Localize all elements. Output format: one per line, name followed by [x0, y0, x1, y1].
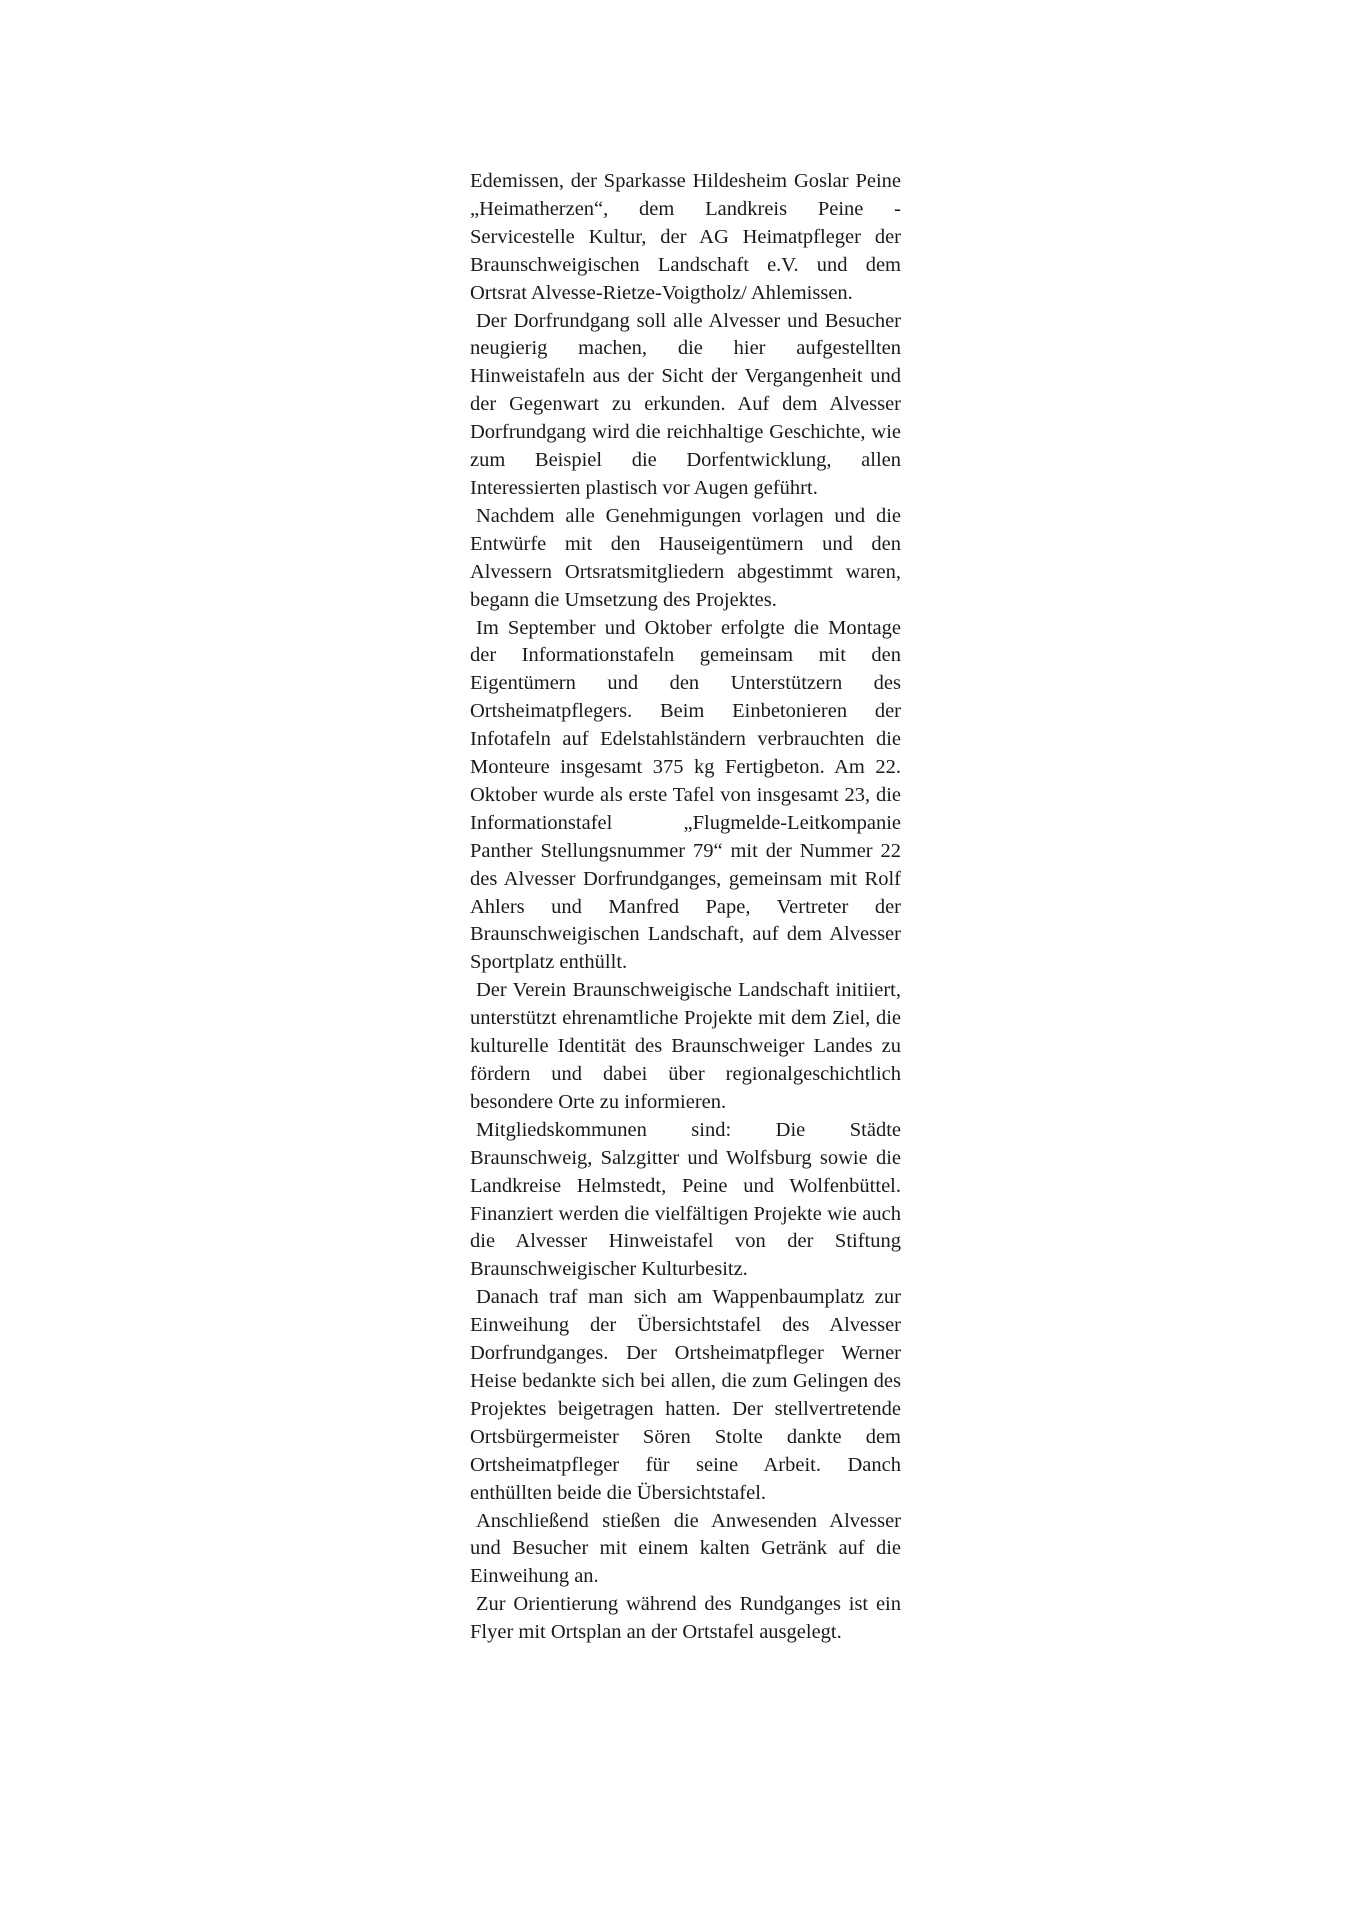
- paragraph-montage: Im September und Oktober erfolgte die Montage der Informationstafeln gemeinsam mit den Eigentümern und den Unterstützern des Ortsheimatpflegers. Beim Einbetonieren der Infotafeln auf Edelstahlständern verbrauchten die Monteure insgesamt 375 kg Fertigbeton. Am 22. Oktober wurde als erste Tafel von insgesamt 23, die Informationstafel „Flugmelde-Leitkompanie Panther Stellungsnummer 79“ mit der Nummer 22 des Alvesser Dorfrundganges, gemeinsam mit Rolf Ahlers und Manfred Pape, Vertreter der Braunschweigischen Landschaft, auf dem Alvesser Sportplatz enthüllt.: [470, 616, 901, 974]
- paragraph-sponsors: Edemissen, der Sparkasse Hildesheim Goslar Peine „Heimatherzen“, dem Landkreis Peine - Servicestelle Kultur, der AG Heimatpfleger der Braunschweigischen Landschaft e.V. und dem Ortsrat Alvesse-Rietze-Voigtholz/ Ahlemissen.: [470, 170, 901, 304]
- paragraph-anschliessend: Anschließend stießen die Anwesenden Alvesser und Besucher mit einem kalten Getränk auf die Einweihung an.: [470, 1509, 901, 1588]
- paragraph-mitgliedskommunen: Mitgliedskommunen sind: Die Städte Braunschweig, Salzgitter und Wolfsburg sowie die Landkreise Helmstedt, Peine und Wolfenbüttel. Finanziert werden die vielfältigen Projekte wie auch die Alvesser Hinweistafel von der Stiftung Braunschweigischer Kulturbesitz.: [470, 1118, 901, 1281]
- paragraph-einweihung: Danach traf man sich am Wappenbaumplatz zur Einweihung der Übersichtstafel des Alvesser Dorfrundganges. Der Ortsheimatpfleger Werner Heise bedankte sich bei allen, die zum Gelingen des Projektes beigetragen hatten. Der stellvertretende Ortsbürgermeister Sören Stolte dankte dem Ortsheimatpfleger für seine Arbeit. Danch enthüllten beide die Übersichtstafel.: [470, 1286, 901, 1504]
- paragraph-genehmigungen: Nachdem alle Genehmigungen vorlagen und die Entwürfe mit den Hauseigentümern und den Alvessern Ortsratsmitgliedern abgestimmt waren, begann die Umsetzung des Projektes.: [470, 504, 901, 611]
- paragraph-braunschweigische-landschaft: Der Verein Braunschweigische Landschaft initiiert, unterstützt ehrenamtliche Projekte mit dem Ziel, die kulturelle Identität des Braunschweiger Landes zu fördern und dabei über regionalgeschichtlich besondere Orte zu informieren.: [470, 979, 901, 1113]
- paragraph-dorfrundgang-intro: Der Dorfrundgang soll alle Alvesser und Besucher neugierig machen, die hier aufgestellten Hinweistafeln aus der Sicht der Vergangenheit und der Gegenwart zu erkunden. Auf dem Alvesser Dorfrundgang wird die reichhaltige Geschichte, wie zum Beispiel die Dorfentwicklung, allen Interessierten plastisch vor Augen geführt.: [470, 309, 901, 499]
- paragraph-orientierung: Zur Orientierung während des Rundganges ist ein Flyer mit Ortsplan an der Ortstafel ausgelegt.: [470, 1593, 901, 1644]
- article-column: [470, 168, 901, 1647]
